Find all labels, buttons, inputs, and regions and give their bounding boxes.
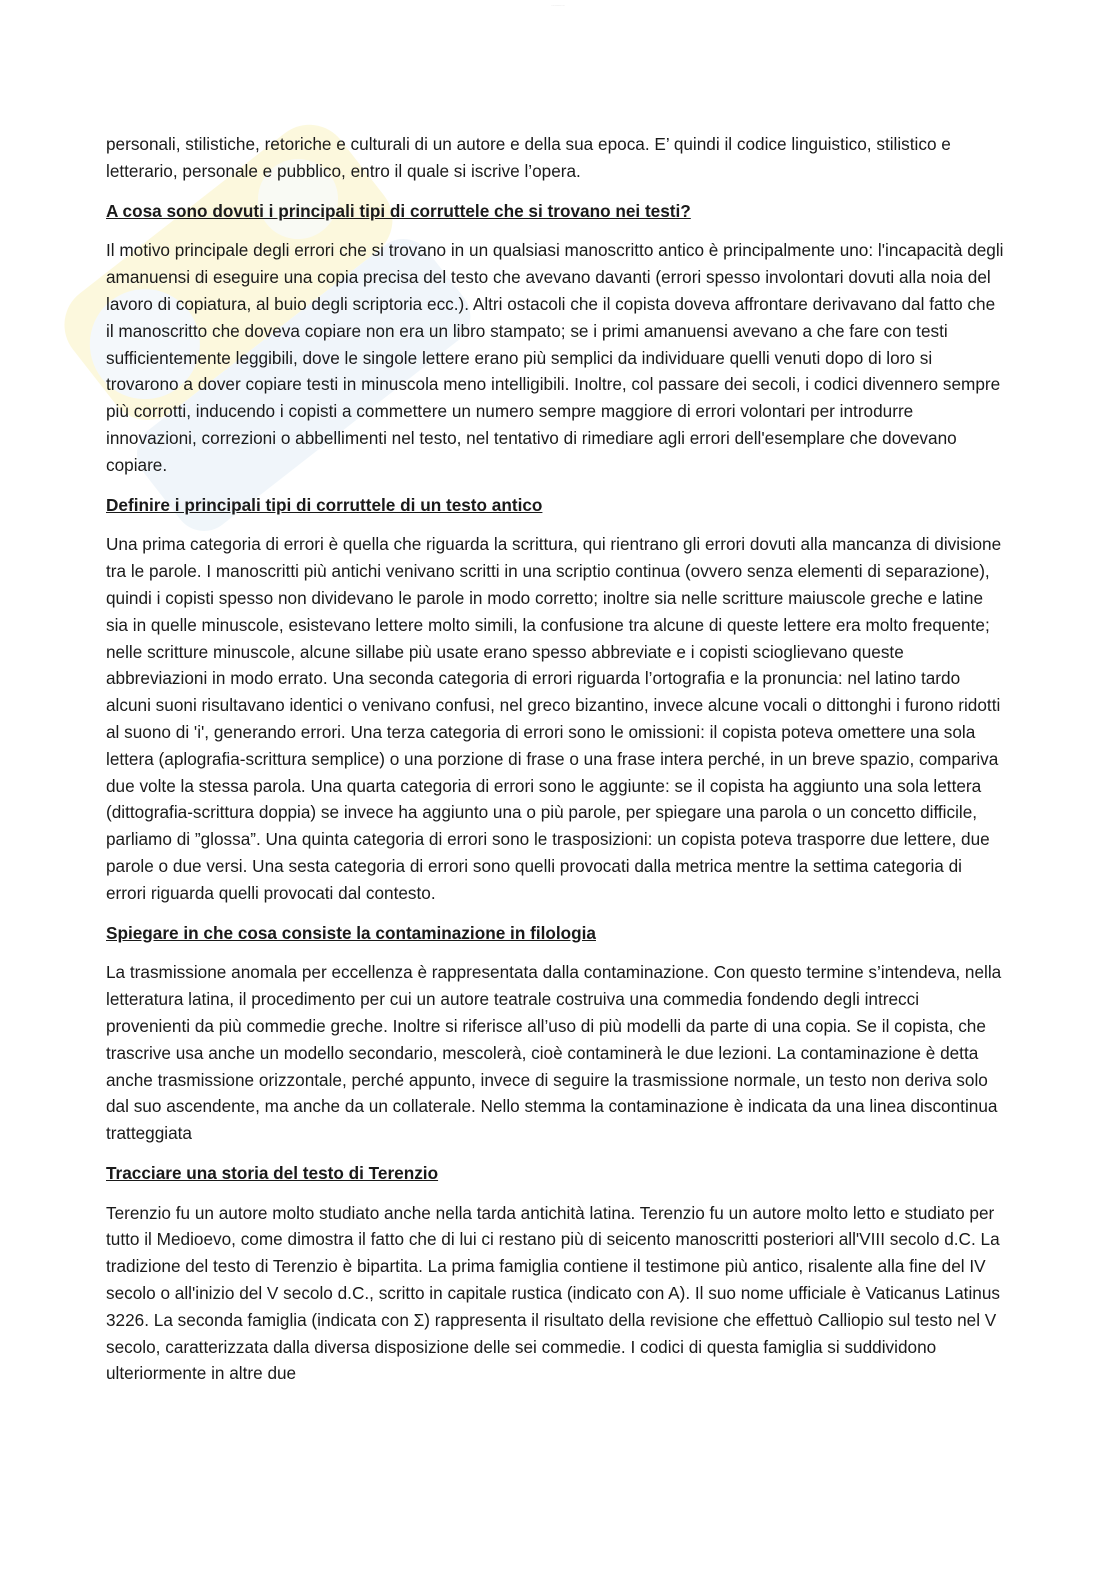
paragraph: Terenzio fu un autore molto studiato anche nella tarda antichità latina. Terenzio fu un autore molto letto e studiato per tutto il Medioevo, come dimostra il fatto che di lui ci restano più di seicento manoscritti posteriori all'VIII secolo d.C. La tradizione del testo di Terenzio è bipartita. La prima famiglia contiene il testimone più antico, risalente alla fine del IV secolo o all'inizio del V secolo d.C., scritto in capitale rustica (indicato con A). Il suo nome ufficiale è Vaticanus Latinus 3226. La seconda famiglia (indicata con Σ) rappresenta il risultato della revisione che effettuò Calliopio sul testo nel V secolo, caratterizzata dalla diversa disposizione delle sei commedie. I codici di questa famiglia si suddividono ulteriormente in altre due [106, 1202, 1000, 1384]
paragraph: La trasmissione anomala per eccellenza è rappresentata dalla contaminazione. Con questo termine s’intendeva, nella letteratura latina, il procedimento per cui un autore teatrale costruiva una commedia fondendo degli intrecci provenienti da più commedie greche. Inoltre si riferisce all’uso di più modelli da parte di una copia. Se il copista, che trascrive usa anche un modello secondario, mescolerà, cioè contaminerà le due lezioni. La contaminazione è detta anche trasmissione orizzontale, perché appunto, invece di seguire la trasmissione normale, un testo non deriva solo dal suo ascendente, ma anche da un collaterale. Nello stemma la contaminazione è indicata da una linea discontinua tratteggiata [106, 962, 1002, 1144]
section-heading: A cosa sono dovuti i principali tipi di corruttele che si trovano nei testi? [106, 200, 691, 221]
paragraph: personali, stilistiche, retoriche e culturali di un autore e della sua epoca. E’ quindi il codice linguistico, stilistico e letterario, personale e pubblico, entro il quale si iscrive l’opera. [106, 134, 951, 181]
section-heading: Definire i principali tipi di corruttele di un testo antico [106, 494, 543, 515]
section-heading: Spiegare in che cosa consiste la contaminazione in filologia [106, 922, 596, 943]
paragraph: Una prima categoria di errori è quella che riguarda la scrittura, qui rientrano gli errori dovuti alla mancanza di divisione tra le parole. I manoscritti più antichi venivano scritti in una scriptio continua (ovvero senza elementi di separazione), quindi i copisti spesso non dividevano le parole in modo corretto; inoltre sia nelle scritture maiuscole greche e latine sia in quelle minuscole, esistevano lettere molto simili, la confusione tra alcune di queste lettere era molto frequente; nelle scritture minuscole, alcune sillabe più usate erano spesso abbreviate e i copisti scioglievano queste abbreviazioni in modo errato. Una seconda categoria di errori riguarda l’ortografia e la pronuncia: nel latino tardo alcuni suoni risultavano identici o venivano confusi, nel greco bizantino, invece alcune vocali o dittonghi i furono ridotti al suono di 'i', generando errori. Una terza categoria di errori sono le omissioni: il copista poteva omettere una sola lettera (aplografia-scrittura semplice) o una porzione di frase o una frase intera perché, in un breve spazio, compariva due volte la stessa parola. Una quarta categoria di errori sono le aggiunte: se il copista ha aggiunto una sola lettera (dittografia-scrittura doppia) se invece ha aggiunto una o più parole, per spiegare una parola o un concetto difficile, parliamo di ”glossa”. Una quinta categoria di errori sono le trasposizioni: un copista poteva trasporre due lettere, due parole o due versi. Una sesta categoria di errori sono quelli provocati dalla metrica mentre la settima categoria di errori riguarda quelli provocati dal contesto. [106, 534, 1002, 903]
header-mark: ............ [551, 2, 565, 7]
paragraph: Il motivo principale degli errori che si trovano in un qualsiasi manoscritto antico è principalmente uno: l'incapacità degli amanuensi di eseguire una copia precisa del testo che avevano davanti (errori spesso involontari dovuti alla noia del lavoro di copiatura, al buio degli scriptoria ecc.). Altri ostacoli che il copista doveva affrontare derivavano dal fatto che il manoscritto che doveva copiare non era un libro stampato; se i primi amanuensi avevano a che fare con testi sufficientemente leggibili, dove le singole lettere erano più semplici da individuare quelli venuti dopo di loro si trovarono a dover copiare testi in minuscola meno intelligibili. Inoltre, col passare dei secoli, i codici divennero sempre più corrotti, inducendo i copisti a commettere un numero sempre maggiore di errori volontari per introdurre innovazioni, correzioni o abbellimenti nel testo, nel tentativo di rimediare agli errori dell'esemplare che dovevano copiare. [106, 240, 1004, 475]
section-heading: Tracciare una storia del testo di Terenzio [106, 1162, 439, 1183]
document-body [106, 131, 1006, 1400]
